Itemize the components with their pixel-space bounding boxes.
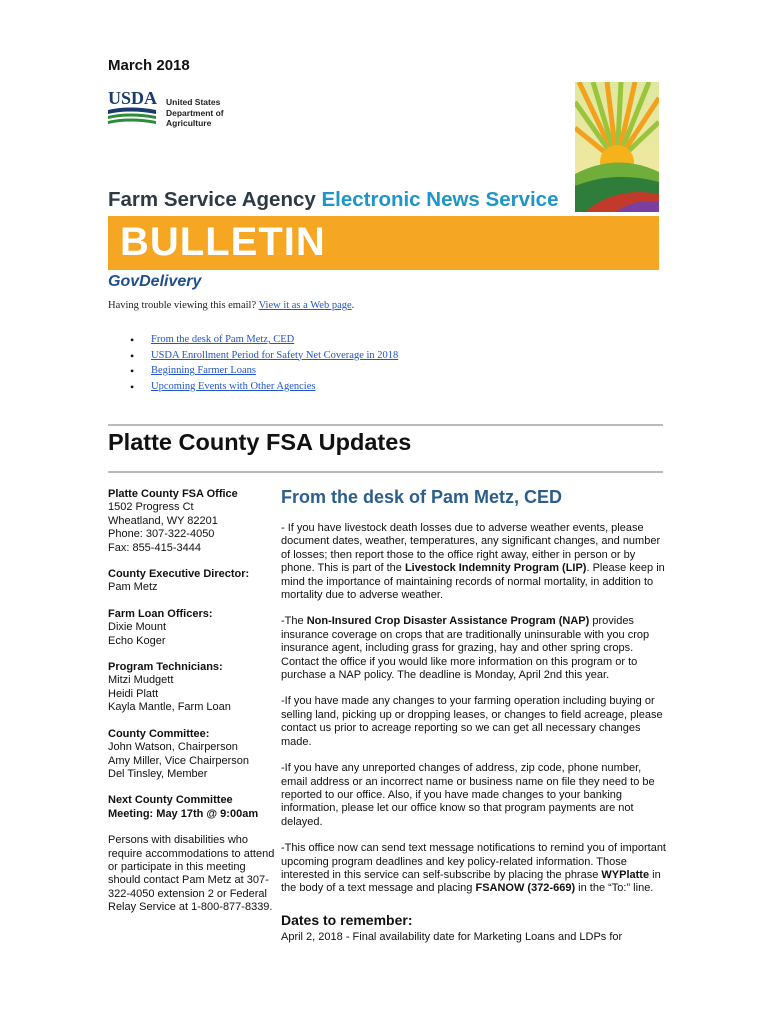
divider-bottom <box>108 471 663 473</box>
committee-member: Amy Miller, Vice Chairperson <box>108 754 250 767</box>
accommodation-notice: Persons with disabilities who require accommodations to attend or participate in this meeting should contact Pam Metz at 307-322-4050 extension 2 or Federal Relay Service at 1-800-877-8339. <box>108 834 275 914</box>
subscribe-number: FSANOW (372-669) <box>475 882 576 895</box>
committee-member: Del Tinsley, Member <box>108 767 208 780</box>
article-paragraph-address: -If you have any unreported changes of address, zip code, phone number, email address or an incorrect name or business name on file they need to be reported to our office. Also, if you have made changes to your banking information, please let our office know so that program payments are not delayed. <box>281 762 655 828</box>
technician: Heidi Platt <box>108 687 159 700</box>
article-paragraph-text-alerts: -This office now can send text message notifications to remind you of important upcoming program deadlines and key policy-related information. Those interested in this service can self-subscribe by placing the phrase WYPlatte in the body of a text message and placing FSANOW (372-669) in the “To:” line. <box>281 842 666 895</box>
bulletin-title: BULLETIN <box>120 220 326 264</box>
newsletter-date: March 2018 <box>108 57 190 74</box>
office-sidebar <box>108 488 276 928</box>
divider-top <box>108 424 663 426</box>
dept-line-3: Agriculture <box>166 118 212 128</box>
agency-title <box>108 188 558 212</box>
view-web-page-link[interactable]: View it as a Web page <box>258 300 352 311</box>
toc-link-events[interactable]: Upcoming Events with Other Agencies <box>151 380 316 392</box>
toc-item <box>130 365 398 381</box>
trouble-text: Having trouble viewing this email? <box>108 300 257 311</box>
article-paragraph-changes: -If you have made any changes to your farming operation including buying or selling land, picking up or dropping leases, or changes to field acreage, please contact us prior to acreage reporting so we can get all necessary changes made. <box>281 695 663 748</box>
usda-wordmark: USDA <box>108 88 158 108</box>
program-technicians <box>108 661 276 715</box>
loan-officer: Dixie Mount <box>108 621 167 634</box>
loan-officers <box>108 608 276 648</box>
govdelivery-logo: GovDelivery <box>108 273 202 290</box>
office-address: 1502 Progress Ct <box>108 501 194 514</box>
county-committee <box>108 728 276 782</box>
dept-line-1: United States <box>166 97 221 107</box>
article-paragraph-lip: - If you have livestock death losses due to adverse weather events, please document dates, weather, temperatures, any significant changes, and number of losses; then report those to the office right away, either in person or by phone. This is part of the Livestock Indemnity Program (LIP). Please keep in mind the importance of maintaining records of normal mortality, in addition to mortality due to adverse weather. <box>281 522 665 602</box>
lip-program-name: Livestock Indemnity Program (LIP) <box>404 562 587 575</box>
view-online-notice: Having trouble viewing this email? View it as a Web page. <box>108 300 355 311</box>
toc-item <box>130 381 398 397</box>
table-of-contents <box>130 334 398 396</box>
next-meeting: Next County Committee Meeting: May 17th @ 9:00am <box>108 794 259 820</box>
ced-info <box>108 568 276 595</box>
toc-link-enrollment[interactable]: USDA Enrollment Period for Safety Net Coverage in 2018 <box>151 349 399 361</box>
article-heading: From the desk of Pam Metz, CED <box>281 487 563 507</box>
dates-heading: Dates to remember: <box>281 911 413 928</box>
toc-item <box>130 350 398 366</box>
sun-over-fields-graphic <box>575 82 659 212</box>
office-info <box>108 488 276 555</box>
loan-heading: Farm Loan Officers: <box>108 607 213 620</box>
toc-link-desk[interactable]: From the desk of Pam Metz, CED <box>151 334 295 345</box>
office-city: Wheatland, WY 82201 <box>108 514 218 527</box>
office-fax: Fax: 855-415-3444 <box>108 541 201 554</box>
article <box>281 486 669 944</box>
toc-link-loans[interactable]: Beginning Farmer Loans <box>151 365 256 376</box>
section-title: Platte County FSA Updates <box>108 429 412 455</box>
technician: Mitzi Mudgett <box>108 674 174 687</box>
office-heading: Platte County FSA Office <box>108 488 238 500</box>
article-paragraph-nap: -The Non-Insured Crop Disaster Assistance Program (NAP) provides insurance coverage on crops that are traditionally uninsurable with you crop insurance agent, including grass for grazing, hay and other spring crops. Contact the office if you would like more information on this program or to purchase a NAP policy. The deadline is Monday, April 2nd this year. <box>281 615 650 682</box>
service-name: Electronic News Service <box>321 188 559 211</box>
ced-name: Pam Metz <box>108 581 158 594</box>
ced-heading: County Executive Director: <box>108 568 250 581</box>
tech-heading: Program Technicians: <box>108 661 223 674</box>
agency-name: Farm Service Agency <box>108 188 316 211</box>
dept-line-2: Department of <box>166 107 224 118</box>
subscribe-phrase: WYPlatte <box>601 868 650 881</box>
usda-logo <box>108 88 168 130</box>
office-phone: Phone: 307-322-4050 <box>108 528 215 541</box>
committee-member: John Watson, Chairperson <box>108 741 238 754</box>
date-item: April 2, 2018 - Final availability date for Marketing Loans and LDPs for <box>281 930 623 943</box>
committee-heading: County Committee: <box>108 727 210 740</box>
loan-officer: Echo Koger <box>108 634 166 647</box>
usda-department-name <box>166 97 224 129</box>
technician: Kayla Mantle, Farm Loan <box>108 701 231 714</box>
usda-logo-graphic <box>108 88 160 130</box>
nap-program-name: Non-Insured Crop Disaster Assistance Program (NAP) <box>306 615 590 628</box>
toc-item <box>130 334 398 350</box>
